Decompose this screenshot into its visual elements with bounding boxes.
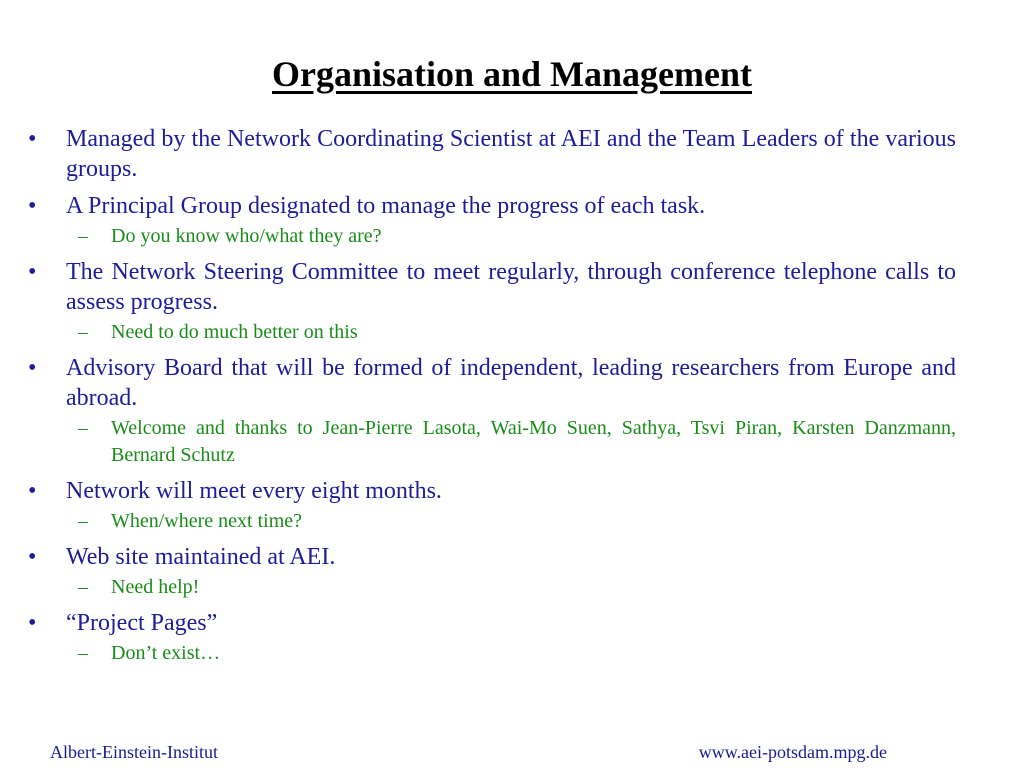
bullet-item bbox=[28, 257, 956, 317]
footer-institute: Albert-Einstein-Institut bbox=[50, 742, 218, 762]
bullet-text: Web site maintained at AEI. bbox=[66, 544, 336, 570]
bullet-item bbox=[28, 608, 956, 638]
slide-title: Organisation and Management bbox=[271, 54, 753, 94]
sub-bullet-item bbox=[28, 415, 956, 469]
sub-bullet-text: Welcome and thanks to Jean-Pierre Lasota, Wai-Mo Suen, Sathya, Tsvi Piran, Karsten Danzmann, Bernard Schutz bbox=[111, 417, 956, 466]
bullet-marker: • bbox=[28, 355, 37, 381]
sub-bullet-marker: – bbox=[78, 417, 88, 439]
bullet-marker: • bbox=[28, 126, 37, 152]
bullet-item bbox=[28, 191, 956, 221]
sub-bullet-text: Don’t exist… bbox=[111, 642, 221, 664]
sub-bullet-item bbox=[28, 574, 956, 601]
sub-bullet-marker: – bbox=[78, 510, 88, 532]
bullet-marker: • bbox=[28, 544, 37, 570]
sub-bullet-marker: – bbox=[78, 225, 88, 247]
bullet-item bbox=[28, 476, 956, 506]
bullet-text: “Project Pages” bbox=[66, 610, 218, 636]
sub-bullet-item bbox=[28, 319, 956, 346]
bullet-text: The Network Steering Committee to meet regularly, through conference telephone calls to assess progress. bbox=[66, 259, 956, 315]
bullet-marker: • bbox=[28, 193, 37, 219]
bullet-text: A Principal Group designated to manage the progress of each task. bbox=[66, 193, 706, 219]
bullet-marker: • bbox=[28, 259, 37, 285]
sub-bullet-text: Need help! bbox=[111, 576, 200, 598]
sub-bullet-text: When/where next time? bbox=[111, 510, 303, 532]
sub-bullet-item bbox=[28, 640, 956, 667]
sub-bullet-marker: – bbox=[78, 321, 88, 343]
bullet-text: Managed by the Network Coordinating Scientist at AEI and the Team Leaders of the various groups. bbox=[66, 126, 956, 182]
bullet-text: Network will meet every eight months. bbox=[66, 478, 442, 504]
bullet-list bbox=[28, 124, 956, 667]
sub-bullet-marker: – bbox=[78, 642, 88, 664]
bullet-item bbox=[28, 542, 956, 572]
bullet-item bbox=[28, 353, 956, 413]
sub-bullet-marker: – bbox=[78, 576, 88, 598]
bullet-marker: • bbox=[28, 478, 37, 504]
sub-bullet-item bbox=[28, 508, 956, 535]
bullet-marker: • bbox=[28, 610, 37, 636]
bullet-item bbox=[28, 124, 956, 184]
sub-bullet-text: Need to do much better on this bbox=[111, 321, 358, 343]
sub-bullet-text: Do you know who/what they are? bbox=[111, 225, 382, 247]
sub-bullet-item bbox=[28, 223, 956, 250]
bullet-text: Advisory Board that will be formed of independent, leading researchers from Europe and abroad. bbox=[66, 355, 956, 411]
footer-url: www.aei-potsdam.mpg.de bbox=[698, 742, 887, 762]
